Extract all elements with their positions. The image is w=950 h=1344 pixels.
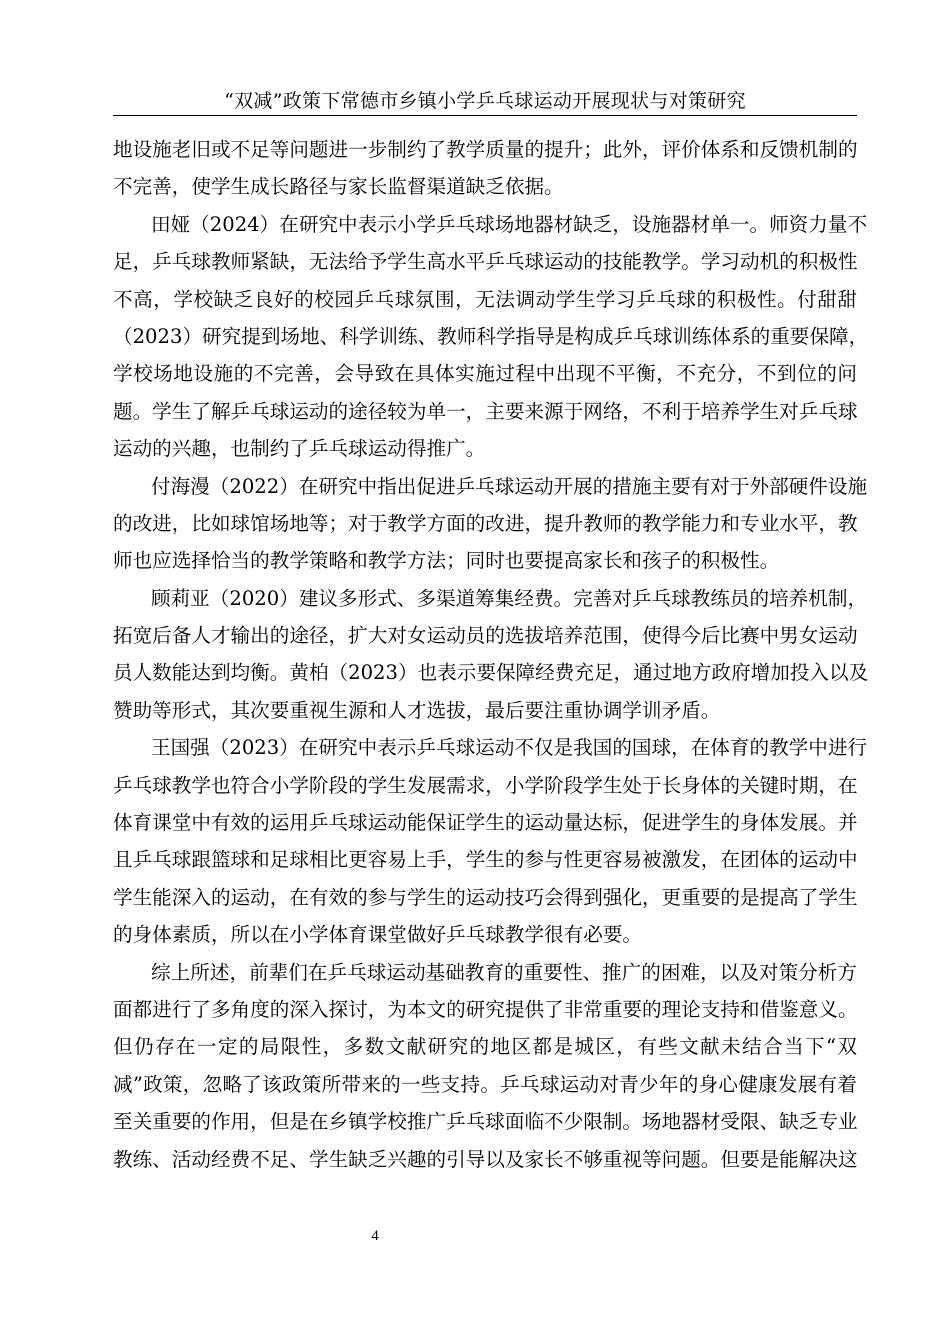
page-number: 4 — [371, 1228, 379, 1244]
text-line: 田娅（2024）在研究中表示小学乒乓球场地器材缺乏，设施器材单一。师资力量不 — [151, 212, 868, 236]
text-line: 体育课堂中有效的运用乒乓球运动能保证学生的运动量达标，促进学生的身体发展。并 — [113, 811, 858, 835]
text-line: 题。学生了解乒乓球运动的途径较为单一，主要来源于网络，不利于培养学生对乒乓球 — [113, 399, 858, 423]
text-line: 不高，学校缺乏良好的校园乒乓球氛围，无法调动学生学习乒乓球的积极性。付甜甜 — [113, 287, 857, 311]
text-line: 减”政策，忽略了该政策所带来的一些支持。乒乓球运动对青少年的身心健康发展有着 — [113, 1072, 857, 1096]
text-line: 学生能深入的运动，在有效的参与学生的运动技巧会得到强化，更重要的是提高了学生 — [113, 885, 858, 909]
running-header: “双减”政策下常德市乡镇小学乒乓球运动开展现状与对策研究 — [224, 90, 746, 112]
text-line: 学校场地设施的不完善，会导致在具体实施过程中出现不平衡，不充分，不到位的问 — [113, 362, 857, 386]
text-line: 地设施老旧或不足等问题进一步制约了教学质量的提升；此外，评价体系和反馈机制的 — [113, 138, 858, 161]
text-line: 综上所述，前辈们在乒乓球运动基础教育的重要性、推广的困难，以及对策分析方 — [151, 960, 857, 984]
text-line: 且乒乓球跟篮球和足球相比更容易上手，学生的参与性更容易被激发，在团体的运动中 — [113, 848, 858, 872]
text-line: （2023）研究提到场地、科学训练、教师科学指导是构成乒乓球训练体系的重要保障， — [113, 324, 869, 348]
text-line: 员人数能达到均衡。黄柏（2023）也表示要保障经费充足，通过地方政府增加投入以及 — [113, 661, 869, 685]
text-line: 的身体素质，所以在小学体育课堂做好乒乓球教学很有必要。 — [113, 923, 643, 947]
text-line: 至关重要的作用，但是在乡镇学校推广乒乓球面临不少限制。场地器材受限、缺乏专业 — [113, 1110, 858, 1134]
body-text — [113, 131, 869, 1178]
text-line: 王国强（2023）在研究中表示乒乓球运动不仅是我国的国球，在体育的教学中进行 — [151, 736, 868, 760]
text-line: 面都进行了多角度的深入探讨，为本文的研究提供了非常重要的理论支持和借鉴意义。 — [113, 997, 858, 1021]
text-line: 足，乒乓球教师紧缺，无法给予学生高水平乒乓球运动的技能教学。学习动机的积极性 — [113, 250, 858, 274]
text-line: 拓宽后备人才输出的途径，扩大对女运动员的选拔培养范围，使得今后比赛中男女运动 — [113, 624, 858, 648]
text-line: 的改进，比如球馆场地等；对于教学方面的改进，提升教师的教学能力和专业水平，教 — [113, 511, 858, 535]
text-line: 师也应选择恰当的教学策略和教学方法；同时也要提高家长和孩子的积极性。 — [113, 549, 780, 573]
text-line: 不完善，使学生成长路径与家长监督渠道缺乏依据。 — [113, 175, 564, 199]
text-line: 乒乓球教学也符合小学阶段的学生发展需求，小学阶段学生处于长身体的关键时期，在 — [113, 773, 858, 797]
text-line: 但仍存在一定的局限性，多数文献研究的地区都是城区，有些文献未结合当下“双 — [113, 1035, 857, 1059]
text-line: 付海漫（2022）在研究中指出促进乒乓球运动开展的措施主要有对于外部硬件设施 — [151, 474, 868, 498]
text-line: 顾莉亚（2020）建议多形式、多渠道筹集经费。完善对乒乓球教练员的培养机制， — [151, 586, 868, 610]
text-line: 运动的兴趣，也制约了乒乓球运动得推广。 — [113, 437, 486, 461]
text-line: 教练、活动经费不足、学生缺乏兴趣的引导以及家长不够重视等问题。但要是能解决这 — [113, 1147, 858, 1171]
header-rule — [113, 115, 857, 116]
text-line: 赞助等形式，其次要重视生源和人才选拔，最后要注重协调学训矛盾。 — [113, 698, 721, 722]
